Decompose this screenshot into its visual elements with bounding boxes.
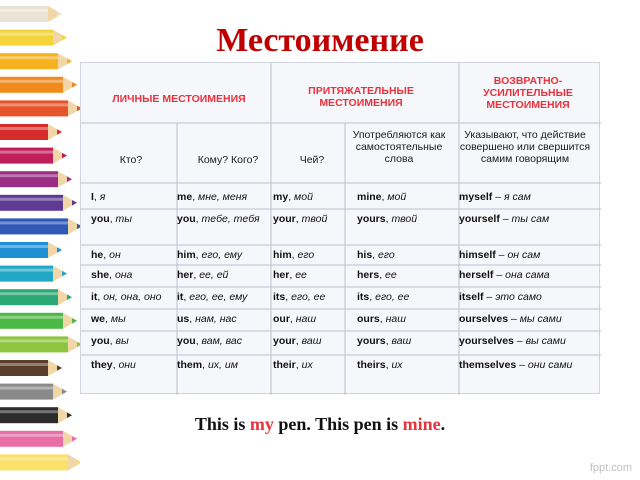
separator: , [193,269,200,281]
pronoun-en: hers [357,269,380,281]
pronoun-en: yours [357,335,386,347]
separator: , [379,313,386,325]
cell-indep-row-7 [357,359,403,371]
pronoun-en: myself [459,191,493,203]
pronoun-en: you [177,335,196,347]
pronoun-en: you [177,213,196,225]
separator: , [109,213,116,225]
pronoun-en: himself [459,249,496,261]
pencil-tip [62,389,67,395]
pronoun-ru: их [301,359,313,371]
separator: – [508,313,520,325]
cell-indep-row-6 [357,335,411,347]
pronoun-ru: она [114,269,133,281]
pronoun-ru: ее [295,269,307,281]
pencil-highlight [0,316,63,319]
pronoun-ru: его, ее [375,291,410,303]
pronoun-ru: ты [115,213,132,225]
subheader-whose: Чей? [299,154,325,166]
separator: , [195,335,202,347]
cell-whom-row-0 [177,191,247,203]
separator: , [192,191,199,203]
pencil-body [0,384,53,400]
pencil-body [0,6,48,22]
cell-indep-row-1 [357,213,417,225]
pronoun-en: them [177,359,203,371]
separator: , [109,335,116,347]
cell-who-row-5 [91,313,126,325]
cell-whose-row-3 [273,269,307,281]
pencil-highlight [0,198,63,201]
separator: , [202,359,208,371]
pronoun-ru: его [378,249,395,261]
cell-whose-row-5 [273,313,316,325]
example-sentence [0,414,640,435]
pronoun-ru: вы сами [525,335,566,347]
cell-whom-row-2 [177,249,242,261]
watermark: fppt.com [589,462,632,474]
pencil-highlight [0,127,48,130]
pronoun-ru: его, ее, ему [189,291,248,303]
pronoun-en: its [357,291,370,303]
separator: , [93,191,100,203]
cell-whom-row-6 [177,335,242,347]
pencil-highlight [0,292,58,295]
pencil-highlight [0,9,48,12]
pencil-highlight [0,269,53,272]
pencil-4 [0,100,80,116]
cell-who-row-7 [91,359,136,371]
separator: , [372,249,379,261]
sentence-part3: . [440,414,446,434]
cell-whom-row-3 [177,269,228,281]
pronoun-ru: ее [385,269,397,281]
pronoun-en: we [91,313,106,325]
pencil-body [0,242,48,258]
cell-indep-row-3 [357,269,397,281]
pronoun-en: mine [357,191,382,203]
separator: , [288,191,295,203]
separator: , [295,335,302,347]
pencil-body [0,289,58,305]
pencil-tip [67,294,72,300]
pencil-body [0,266,53,282]
pronoun-en: themselves [459,359,517,371]
separator: , [112,359,119,371]
pencil-highlight [0,410,58,413]
pronoun-en: you [91,335,110,347]
pencil-11 [0,266,67,282]
separator: – [513,335,526,347]
sentence-word-my: my [249,414,274,434]
separator: , [291,249,298,261]
pronoun-en: itself [459,291,484,303]
pencil-body [0,195,63,211]
pencil-14 [0,336,80,352]
separator: , [183,291,190,303]
subheader-independent: Употребляются как самостоятельные слова [352,129,446,165]
pronoun-ru: ваш [391,335,412,347]
pencil-7 [0,171,72,187]
pronoun-en: us [177,313,190,325]
cell-indep-row-5 [357,313,406,325]
cell-who-row-1 [91,213,132,225]
pencil-highlight [0,245,48,248]
pronoun-ru: их [391,359,403,371]
pronoun-ru: ее, ей [199,269,229,281]
pronoun-en: their [273,359,296,371]
cell-whom-row-7 [177,359,238,371]
pronoun-en: our [273,313,290,325]
separator: , [289,269,296,281]
pronoun-table [80,62,600,394]
pencil-highlight [0,221,68,224]
header-possessive: ПРИТЯЖАТЕЛЬНЫЕ МЕСТОИМЕНИЯ [308,85,414,109]
cell-refl-row-1 [459,213,549,225]
pencil-tip [57,365,62,371]
pronoun-ru: они [118,359,136,371]
pronoun-en: me [177,191,193,203]
cell-indep-row-4 [357,291,409,303]
cell-refl-row-3 [459,269,550,281]
pencil-13 [0,313,77,329]
cell-refl-row-5 [459,313,562,325]
pencil-tip [57,129,62,135]
pronoun-en: his [357,249,373,261]
pencil-tip [72,318,77,324]
pronoun-ru: наш [385,313,406,325]
pronoun-en: it [91,291,98,303]
pronoun-ru: они сами [527,359,573,371]
separator: – [516,359,528,371]
separator: , [385,335,392,347]
cell-who-row-6 [91,335,129,347]
separator: , [195,249,202,261]
slide-title: Местоимение [216,22,424,59]
pronoun-ru: мой [294,191,313,203]
sentence-part2: pen. This pen is [273,414,403,434]
cell-who-row-0 [91,191,105,203]
pronoun-en: her [273,269,290,281]
cell-refl-row-4 [459,291,542,303]
separator: , [105,313,111,325]
separator: , [295,359,302,371]
pronoun-en: theirs [357,359,386,371]
pencil-highlight [0,151,53,154]
pronoun-ru: он, она, оно [103,291,162,303]
cell-whom-row-5 [177,313,237,325]
separator: , [189,313,196,325]
pencil-body [0,148,53,164]
pronoun-en: yours [357,213,386,225]
pencil-16 [0,384,67,400]
pronoun-ru: это само [495,291,542,303]
header-reflexive: ВОЗВРАТНО-УСИЛИТЕЛЬНЫЕ МЕСТОИМЕНИЯ [483,75,573,111]
pencil-tip [72,82,77,88]
cell-whom-row-4 [177,291,247,303]
pencil-tip [62,271,67,277]
pronoun-ru: он [109,249,121,261]
subheader-reflexive-desc: Указывают, что действие совершено или свершится самим говорящим [459,129,591,165]
pencil-body [0,336,68,352]
pronoun-ru: я сам [503,191,531,203]
pronoun-en: its [273,291,286,303]
pencil-highlight [0,103,68,106]
pronoun-en: they [91,359,113,371]
pronoun-ru: мы [110,313,126,325]
pencil-tip [62,153,67,159]
pronoun-en: yourself [459,213,500,225]
pronoun-ru: вы [115,335,129,347]
separator: , [381,191,388,203]
separator: , [385,213,392,225]
pencil-tip [57,247,62,253]
cell-whose-row-0 [273,191,313,203]
decorative-pencils [0,0,80,480]
pronoun-ru: вам, вас [201,335,242,347]
cell-whose-row-2 [273,249,314,261]
pencil-3 [0,77,77,93]
pencil-5 [0,124,62,140]
pencil-body [0,218,68,234]
cell-indep-row-2 [357,249,395,261]
pencil-6 [0,148,67,164]
pronoun-en: he [91,249,104,261]
separator: , [103,249,110,261]
separator: , [97,291,104,303]
cell-whose-row-6 [273,335,321,347]
pencil-0 [0,6,62,22]
separator: – [495,249,508,261]
separator: – [493,269,506,281]
separator: – [492,191,504,203]
pronoun-ru: мой [387,191,407,203]
separator: – [483,291,496,303]
pronoun-ru: она сама [505,269,550,281]
pencil-highlight [0,339,68,342]
cell-refl-row-7 [459,359,572,371]
pronoun-ru: его [297,249,315,261]
pronoun-en: him [177,249,196,261]
pencil-19 [0,454,80,470]
pronoun-ru: его, ее [291,291,326,303]
pencil-body [0,454,68,470]
pronoun-en: him [273,249,292,261]
pronoun-en: I [91,191,94,203]
separator: , [109,269,115,281]
sentence-word-mine: mine [402,414,441,434]
pronoun-ru: мне, меня [198,191,248,203]
cell-who-row-3 [91,269,132,281]
pronoun-ru: твой [391,213,418,225]
pencil-body [0,360,48,376]
cell-whom-row-1 [177,213,260,225]
pencil-8 [0,195,77,211]
cell-whose-row-4 [273,291,325,303]
separator: , [385,359,392,371]
subheader-who: Кто? [119,154,143,166]
pronoun-ru: мы сами [519,313,562,325]
pencil-12 [0,289,72,305]
pronoun-en: your [273,335,296,347]
pronoun-ru: твой [301,213,328,225]
pronoun-en: you [91,213,110,225]
separator: , [289,313,296,325]
pronoun-en: your [273,213,296,225]
pencil-highlight [0,80,63,83]
pronoun-ru: тебе, тебя [201,213,260,225]
header-personal: ЛИЧНЫЕ МЕСТОИМЕНИЯ [112,93,246,105]
pencil-9 [0,218,80,234]
cell-indep-row-0 [357,191,406,203]
pencil-body [0,124,48,140]
pronoun-en: my [273,191,289,203]
subheader-whom: Кому? Кого? [197,154,259,166]
pronoun-en: her [177,269,194,281]
separator: , [195,213,202,225]
pencil-body [0,171,58,187]
pronoun-ru: нам, нас [195,313,237,325]
cell-whose-row-1 [273,213,327,225]
pencil-highlight [0,387,53,390]
pronoun-ru: его, ему [201,249,243,261]
pencil-10 [0,242,62,258]
pencil-highlight [0,457,68,460]
pronoun-en: ourselves [459,313,509,325]
pencil-highlight [0,363,48,366]
separator: , [285,291,292,303]
pronoun-ru: ты сам [511,213,550,225]
pencil-tip [67,176,72,182]
separator: , [369,291,376,303]
pencil-tip [72,200,77,206]
cell-refl-row-2 [459,249,540,261]
pronoun-ru: их, им [207,359,238,371]
pronoun-ru: он сам [507,249,541,261]
cell-whose-row-7 [273,359,313,371]
cell-who-row-2 [91,249,121,261]
pronoun-en: yourselves [459,335,514,347]
separator: – [499,213,512,225]
separator: , [295,213,302,225]
separator: , [379,269,386,281]
pencil-highlight [0,174,58,177]
sentence-part1: This is [194,414,250,434]
pronoun-en: ours [357,313,380,325]
pronoun-ru: я [99,191,106,203]
pencil-body [0,100,68,116]
pencil-15 [0,360,62,376]
cell-refl-row-0 [459,191,531,203]
pronoun-ru: ваш [301,335,322,347]
pencil-tip [72,436,77,442]
pronoun-en: herself [459,269,494,281]
pronoun-en: she [91,269,110,281]
pronoun-en: it [177,291,184,303]
cell-refl-row-6 [459,335,566,347]
pronoun-ru: наш [295,313,317,325]
pencil-body [0,77,63,93]
pencil-tip [57,11,62,17]
cell-who-row-4 [91,291,161,303]
pencil-body [0,313,63,329]
